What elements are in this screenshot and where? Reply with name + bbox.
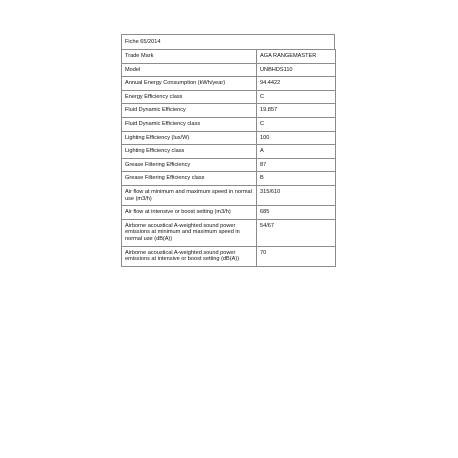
row-label: Lighting Efficiency class — [122, 145, 257, 159]
table-row — [122, 158, 336, 172]
table-row — [122, 172, 336, 186]
table-row — [122, 131, 336, 145]
table-row — [122, 63, 336, 77]
row-label: Annual Energy Consumption (kWh/year) — [122, 77, 257, 91]
table-row — [122, 219, 336, 246]
row-value: C — [257, 117, 336, 131]
row-label: Grease Filtering Efficiency class — [122, 172, 257, 186]
row-value: AGA RANGEMASTER — [257, 50, 336, 64]
row-label: Grease Filtering Efficiency — [122, 158, 257, 172]
table-row — [122, 117, 336, 131]
table-row — [122, 185, 336, 205]
row-label: Model — [122, 63, 257, 77]
row-value: 315/610 — [257, 185, 336, 205]
row-label: Energy Efficiency class — [122, 90, 257, 104]
table-row — [122, 104, 336, 118]
row-label: Airborne acoustical A-weighted sound power emissions at minimum and maximum speed in normal use (dB(A)) — [122, 219, 257, 246]
table-row — [122, 145, 336, 159]
fiche-title: Fiche 65/2014 — [121, 34, 335, 49]
row-value: B — [257, 172, 336, 186]
row-value: C — [257, 90, 336, 104]
row-label: Fluid Dynamic Efficiency class — [122, 117, 257, 131]
table-row — [122, 246, 336, 266]
row-label: Fluid Dynamic Efficiency — [122, 104, 257, 118]
row-value: 94.4422 — [257, 77, 336, 91]
fiche-table — [121, 49, 336, 267]
row-label: Airborne acoustical A-weighted sound power emissions at intensive or boost setting (dB(A)) — [122, 246, 257, 266]
table-row — [122, 206, 336, 220]
table-row — [122, 77, 336, 91]
row-value: 19.857 — [257, 104, 336, 118]
row-label: Air flow at intensive or boost setting (m3/h) — [122, 206, 257, 220]
row-value: 685 — [257, 206, 336, 220]
table-row — [122, 90, 336, 104]
row-label: Air flow at minimum and maximum speed in normal use (m3/h) — [122, 185, 257, 205]
product-fiche — [121, 34, 335, 267]
row-label: Trade Mark — [122, 50, 257, 64]
row-value: UNBHDS110 — [257, 63, 336, 77]
row-value: 54/67 — [257, 219, 336, 246]
row-value: A — [257, 145, 336, 159]
row-label: Lighting Efficiency (lux/W) — [122, 131, 257, 145]
table-row — [122, 50, 336, 64]
row-value: 87 — [257, 158, 336, 172]
row-value: 70 — [257, 246, 336, 266]
row-value: 100 — [257, 131, 336, 145]
